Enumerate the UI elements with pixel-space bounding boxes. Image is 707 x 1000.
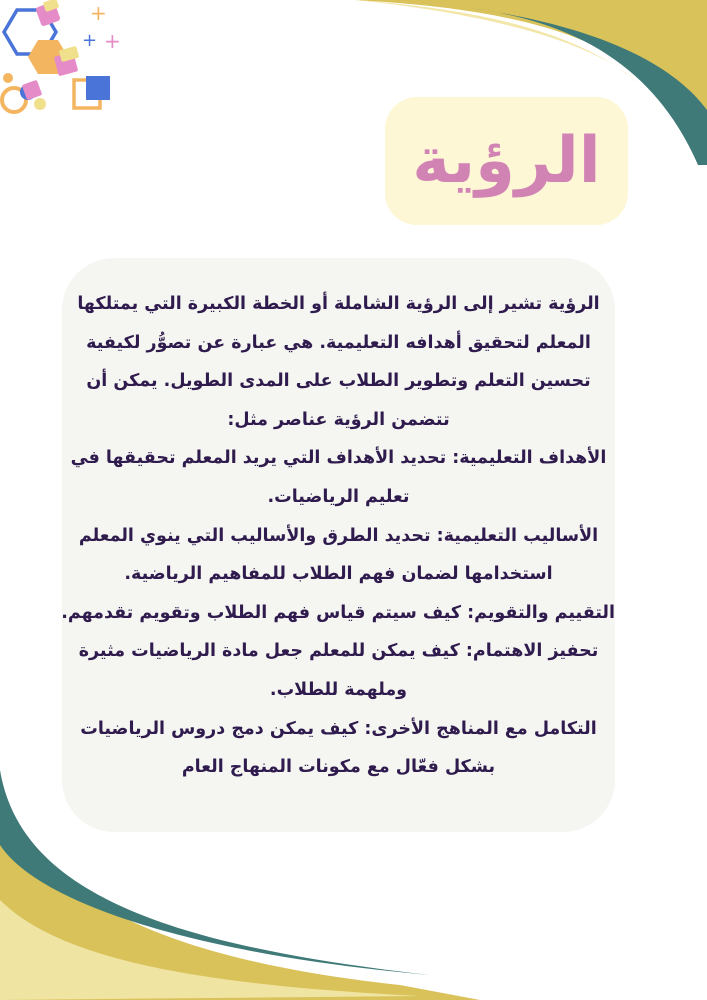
title-box: [385, 97, 628, 225]
pink-plus-icon: +: [104, 29, 121, 53]
body-line: الرؤية تشير إلى الرؤية الشاملة أو الخطة الكبيرة التي يمتلكها: [77, 294, 600, 314]
body-line: وملهمة للطلاب.: [269, 679, 408, 700]
body-line: الأساليب التعليمية: تحديد الطرق والأساليب التي ينوي المعلم: [78, 525, 599, 546]
body-line: تحسين التعلم وتطوير الطلاب على المدى الطويل. يمكن أن: [86, 371, 591, 392]
body-text: [62, 285, 615, 787]
body-line: استخدامها لضمان فهم الطلاب للمفاهيم الرياضية.: [124, 564, 553, 585]
blue-plus-icon: +: [82, 30, 98, 51]
body-line: تعليم الرياضيات.: [267, 486, 410, 507]
orange-plus-icon: +: [90, 1, 107, 25]
body-line: تتضمن الرؤية عناصر مثل:: [227, 409, 450, 430]
body-line: الأهداف التعليمية: تحديد الأهداف التي يريد المعلم تحقيقها في: [70, 448, 607, 469]
blue-square-icon: [86, 76, 110, 100]
body-line: تحفيز الاهتمام: كيف يمكن للمعلم جعل مادة الرياضيات مثيرة: [78, 641, 599, 662]
body-line: التكامل مع المناهج الأخرى: كيف يمكن دمج دروس الرياضيات: [80, 718, 597, 739]
body-line: بشكل فعّال مع مكونات المنهاج العام: [181, 757, 496, 778]
body-line: المعلم لتحقيق أهدافه التعليمية. هي عبارة عن تصوُّر لكيفية: [86, 332, 591, 353]
page-title: الرؤية: [412, 124, 601, 198]
orange-dot-icon: [3, 73, 13, 83]
yellow-dot-icon: [34, 98, 46, 110]
body-line: التقييم والتقويم: كيف سيتم قياس فهم الطلاب وتقويم تقدمهم.: [61, 602, 615, 623]
content-box: [62, 258, 615, 832]
